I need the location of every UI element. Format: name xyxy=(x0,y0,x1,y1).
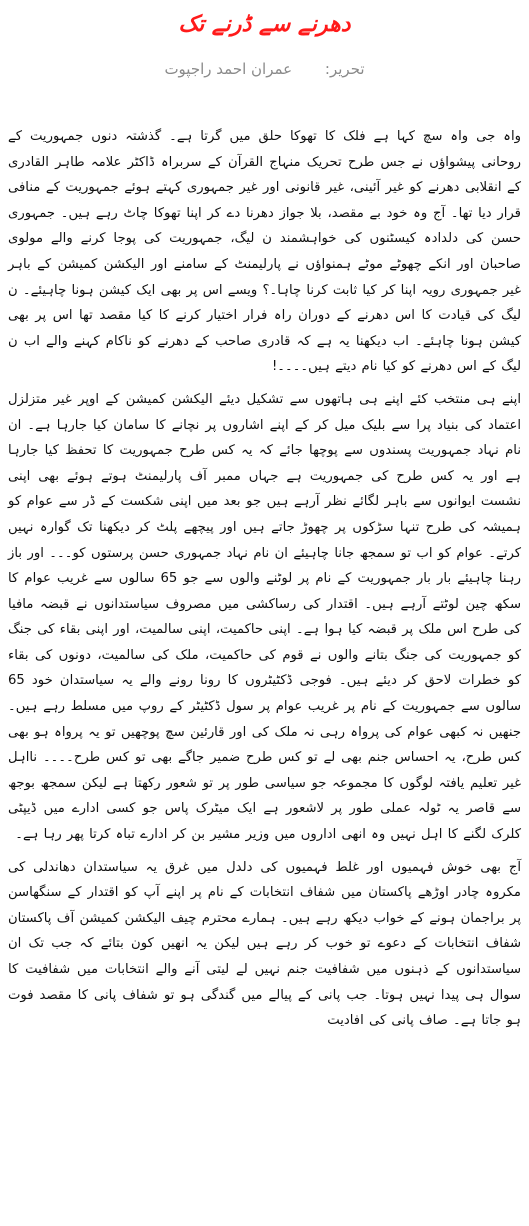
byline xyxy=(0,56,529,82)
article-body xyxy=(8,124,521,1041)
byline-label: تحریر: xyxy=(324,60,365,78)
author-name: عمران احمد راجپوت xyxy=(164,60,293,78)
paragraph-3: آج بھی خوش فہمیوں اور غلط فہمیوں کی دلدل میں غرق یہ سیاستدان دھاندلی کی مکروہ چادر اوڑھے پاکستان میں شفاف انتخابات کے نام پر اپنے آپ کو اقتدار کے سنگھاسن پر براجمان ہونے کے خواب دیکھ رہے ہیں۔ ہمارے محترم چیف الیکشن کمیشن آف پاکستان شفاف انتخابات کے دعوے تو خوب کر رہے ہیں لیکن یہ انھیں کون بتائے کہ جب تک ان سیاستدانوں کے ذہنوں میں شفافیت جنم نہیں لے لیتی آنے والے انتخابات میں شفافیت کا سوال ہی پیدا نہیں ہوتا۔ جب پانی کے پیالے میں گندگی ہو تو شفاف پانی کا مقصد فوت ہو جاتا ہے۔ صاف پانی کی افادیت xyxy=(8,859,521,1029)
paragraph-1: واہ جی واہ سچ کہا ہے فلک کا تھوکا حلق میں گرتا ہے۔ گذشتہ دنوں جمہوریت کے روحانی پیشواؤں نے جس طرح تحریک منہاج القرآن کے سربراہ ڈاکٹر علامہ طاہر القادری کے انقلابی دھرنے کو غیر آئینی، غیر قانونی اور غیر جمہوری کہتے ہوئے جمہوریت کے منافی قرار دیا تھا۔ آج وہ خود بے مقصد، بلا جواز دھرنا دے کر اپنا تھوکا چاٹ رہے ہیں۔ جمہوری حسن کی دلدادہ کیسٹنوں کی خواہشمند ن لیگ، جمہوریت کی پوجا کرنے والے مولوی صاحبان اور انکے چھوٹے موٹے ہمنواؤں نے پارلیمنٹ کے سامنے اور الیکشن کمیشن کے باہر غیر جمہوری رویہ اپنا کر کیا ثابت کرنا چاہا۔؟ ویسے اس پر بھی ایک کیشن ہونا چاہیئے۔ ن لیگ کی قیادت کا اس دھرنے کے دوران راہ فرار اختیار کرنے کا کیا مقصد تھا اس پر بھی کیشن ہونا چاہئے۔ اب دیکھنا یہ ہے کہ قادری صاحب کے دھرنے کو ناکام کہنے والے اب ن لیگ کے اس دھرنے کو کیا نام دیتے ہیں۔۔۔۔! xyxy=(8,129,521,375)
paragraph-2: اپنے ہی منتخب کئے اپنے ہی ہاتھوں سے تشکیل دیئے الیکشن کمیشن کے اوپر غیر متزلزل اعتماد کی بنیاد پرا سے بلیک میل کر کے اپنے اشاروں پر نچانے کا سامان کیا جارہا ہے۔ ان نام نہاد جمہوریت پسندوں سے پوچھا جائے کہ یہ کس طرح جمہوریت کا تحفظ کیا جارہا ہے اور یہ کس طرح کی جمہوریت ہے جہاں ممبر آف پارلیمنٹ ہوتے ہوئے بھی اپنی نشست ایوانوں سے باہر لگائے نظر آرہے ہیں جو بعد میں اپنی شکست کے ڈر سے عوام کو ہمیشہ کی طرح تنہا سڑکوں پر چھوڑ جاتے ہیں اور پیچھے پلٹ کر دیکھنا تک گوارہ نہیں کرتے۔ عوام کو اب تو سمجھ جانا چاہیئے ان نام نہاد جمہوری حسن پرستوں کو۔۔۔ اور باز رہنا چاہیئے بار بار جمہوریت کے نام پر لوٹنے والوں سے جو 65 سالوں سے غریب عوام کا سکھ چین لوٹتے آرہے ہیں۔ اقتدار کی رساکشی میں مصروف سیاستدانوں نے قبضہ مافیا کی طرح اس ملک پر قبضہ کیا ہوا ہے۔ اپنی حاکمیت، اپنی سالمیت، اور اپنی بقاء کی جنگ کو جمہوریت کی جنگ بتانے والوں نے قوم کی حاکمیت، ملک کی سالمیت، دونوں کی بقاء کو خطرات لاحق کر دیئے ہیں۔ فوجی ڈکٹیٹروں کا رونا رونے والے یہ سیاستدان خود 65 سالوں سے جمہوریت کے نام پر غریب عوام پر سول ڈکٹیٹر کے روپ میں مسلط رہے ہیں۔ جنھیں نہ کبھی عوام کی پرواہ رہی نہ ملک کی اور قارئین سچ پوچھیں تو یہ پرواہ ہو بھی کس طرح، یہ احساس جنم بھی لے تو کس طرح ضمیر جاگے بھی تو کس طرح۔۔۔۔ نااہل غیر تعلیم یافتہ لوگوں کا مجموعہ جو سیاسی طور پر تو شعور رکھتا ہے لیکن سمجھ بوجھ سے قاصر یہ ٹولہ عملی طور پر لاشعور ہے ایک میٹرک پاس جو کسی ادارے میں ڈیپٹی کلرک لگنے کا اہل نہیں وہ انھی اداروں میں وزیر مشیر بن کر ادارے تباہ کرتا پھر رہا ہے۔ xyxy=(8,391,522,843)
article-title: دھرنے سے ڈرنے تک xyxy=(178,12,351,37)
